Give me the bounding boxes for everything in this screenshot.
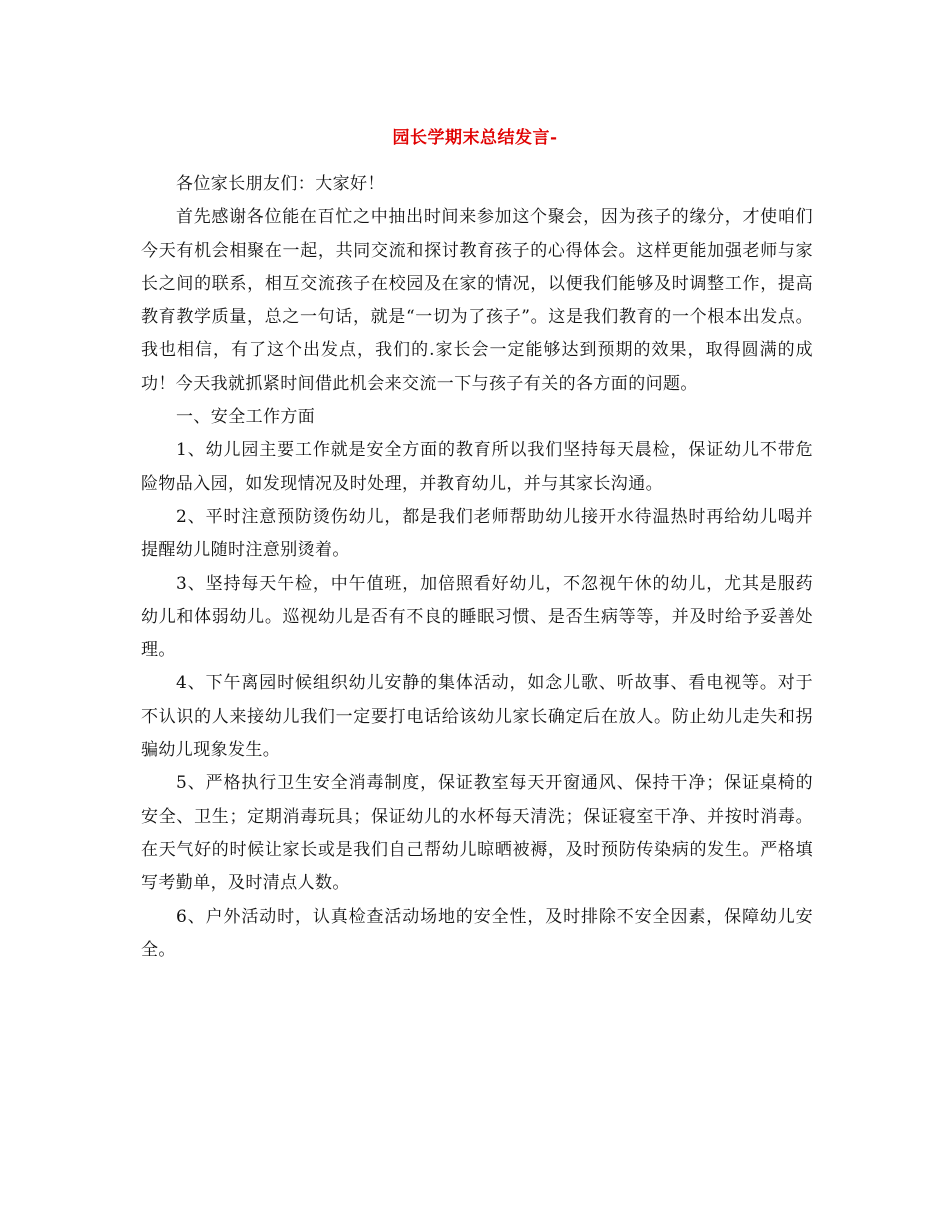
intro-paragraph: 首先感谢各位能在百忙之中抽出时间来参加这个聚会，因为孩子的缘分，才使咱们今天有机会相聚在一起，共同交流和探讨教育孩子的心得体会。这样更能加强老师与家长之间的联系，相互交流孩子在校园及在家的情况，以便我们能够及时调整工作，提高教育教学质量，总之一句话，就是“一切为了孩子”。这是我们教育的一个根本出发点。我也相信，有了这个出发点，我们的.家长会一定能够达到预期的效果，取得圆满的成功！今天我就抓紧时间借此机会来交流一下与孩子有关的各方面的问题。: [141, 207, 813, 394]
safety-item-4: 4、下午离园时候组织幼儿安静的集体活动，如念儿歌、听故事、看电视等。对于不认识的人来接幼儿我们一定要打电话给该幼儿家长确定后在放人。防止幼儿走失和拐骗幼儿现象发生。: [141, 673, 813, 761]
safety-item-3: 3、坚持每天午检，中午值班，加倍照看好幼儿，不忽视午休的幼儿，尤其是服药幼儿和体弱幼儿。巡视幼儿是否有不良的睡眠习惯、是否生病等等，并及时给予妥善处理。: [141, 573, 813, 661]
safety-item-1: 1、幼儿园主要工作就是安全方面的教育所以我们坚持每天晨检，保证幼儿不带危险物品入园，如发现情况及时处理，并教育幼儿，并与其家长沟通。: [141, 440, 813, 494]
safety-item-6: 6、户外活动时，认真检查活动场地的安全性，及时排除不安全因素，保障幼儿安全。: [141, 906, 813, 960]
greeting-paragraph: 各位家长朋友们：大家好！: [176, 174, 385, 194]
safety-item-5: 5、严格执行卫生安全消毒制度，保证教室每天开窗通风、保持干净；保证桌椅的安全、卫生；定期消毒玩具；保证幼儿的水杯每天清洗；保证寝室干净、并按时消毒。在天气好的时候让家长或是我们自己帮幼儿晾晒被褥，及时预防传染病的发生。严格填写考勤单，及时清点人数。: [141, 773, 813, 894]
safety-item-2: 2、平时注意预防烫伤幼儿，都是我们老师帮助幼儿接开水待温热时再给幼儿喝并提醒幼儿随时注意别烫着。: [141, 506, 813, 561]
document-body: [141, 168, 813, 967]
document-title: 园长学期末总结发言-: [392, 128, 558, 148]
section-heading-safety: 一、安全工作方面: [176, 407, 316, 428]
